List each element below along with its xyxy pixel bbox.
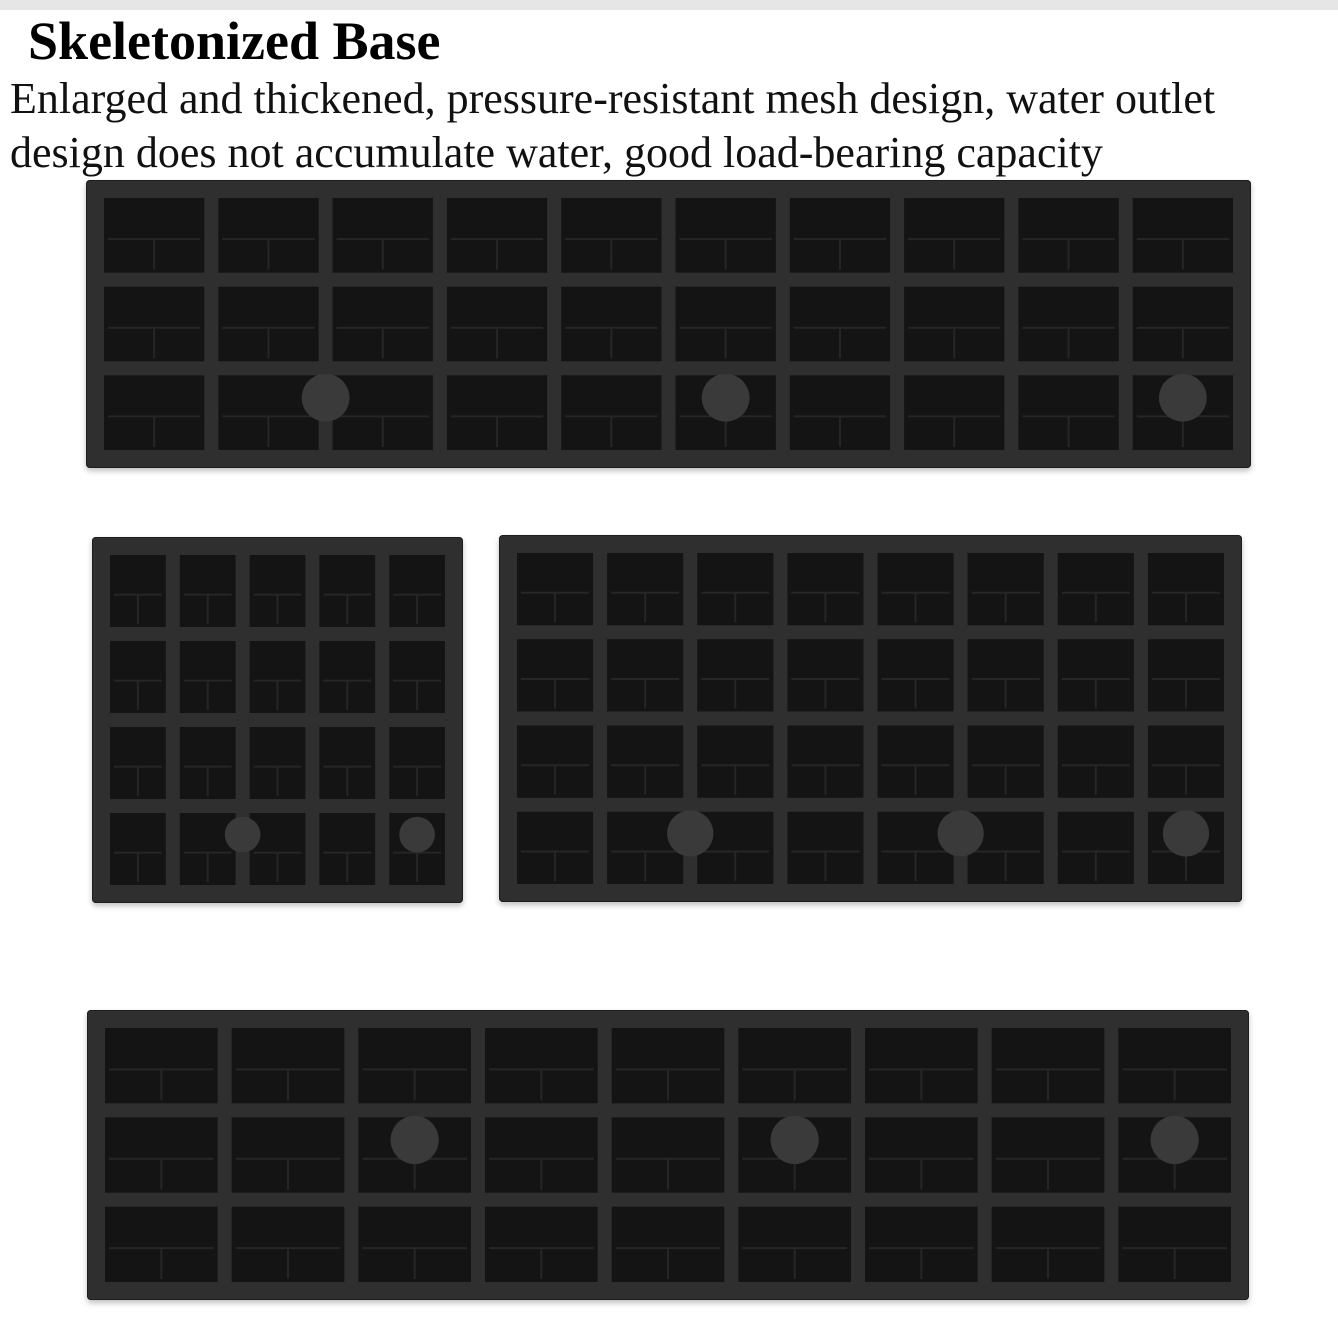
mounting-boss (1151, 1116, 1199, 1164)
description (10, 72, 1335, 180)
medium-base (499, 535, 1242, 902)
square-base (92, 537, 463, 903)
mounting-boss (225, 817, 261, 853)
long-base-bottom-grid (87, 1010, 1249, 1300)
top-border (0, 0, 1338, 10)
square-base-grid (92, 537, 463, 903)
mounting-boss (771, 1116, 819, 1164)
page-title: Skeletonized Base (28, 11, 441, 71)
description-line-2: design does not accumulate water, good load-bearing capacity (10, 128, 1103, 177)
mounting-boss (938, 810, 984, 856)
mounting-boss (391, 1116, 439, 1164)
long-base-top (86, 180, 1251, 468)
mounting-boss (302, 374, 350, 422)
long-base-bottom (87, 1010, 1249, 1300)
mounting-boss (702, 374, 750, 422)
long-base-top-grid (86, 180, 1251, 468)
mounting-boss (1163, 810, 1209, 856)
medium-base-grid (499, 535, 1242, 902)
mounting-boss (1159, 374, 1207, 422)
mounting-boss (667, 810, 713, 856)
mounting-boss (399, 817, 435, 853)
description-line-1: Enlarged and thickened, pressure-resistant mesh design, water outlet (10, 74, 1216, 123)
